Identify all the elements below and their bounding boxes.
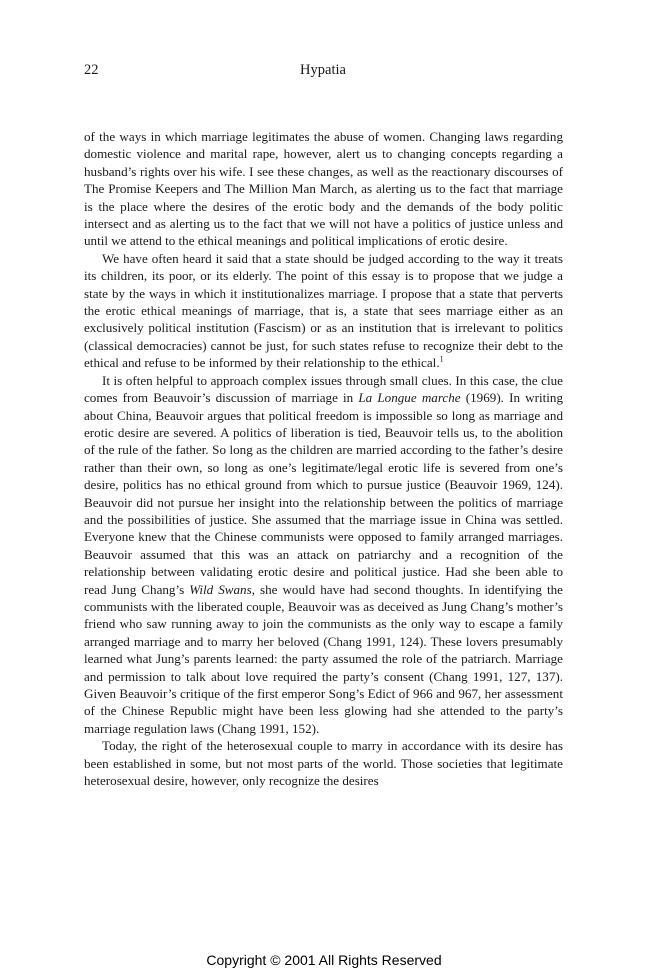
footnote-marker[interactable]: 1	[439, 354, 444, 364]
paragraph-3	[84, 372, 563, 738]
book-title-la-longue-marche: La Longue marche	[358, 390, 461, 406]
book-title-wild-swans: Wild Swans	[189, 581, 252, 597]
paragraph-4: Today, the right of the heterosexual couple to marry in accordance with its desire has been established in some, but not most parts of the world. Those societies that legitimate heterosexual desire, however, only recognize the desires	[84, 738, 563, 789]
paragraph-3-text-a: It is often helpful to approach complex issues through small clues. In this case, the clue comes from Beauvoir’s discussion of marriage in	[84, 372, 563, 406]
paragraph-2	[84, 250, 563, 372]
paragraph-3-text-b: (1969). In writing about China, Beauvoir argues that political freedom is impossible so long as marriage and erotic desire are severed. A politics of liberation is tied, Beauvoir tells us, to the abolition of the rule of the father. So long as the children are married according to the father’s desire rather than their own, so long as one’s legitimate/legal erotic life is severed from one’s desire, politics has no ethical ground from which to pursue justice (Beauvoir 1969, 124). Beauvoir did not pursue her insight into the relationship between the politics of marriage and the possibilities of justice. She assumed that the marriage issue in China was settled. Everyone knew that the Chinese communists were opposed to family arranged marriages. Beauvoir assumed that this was an attack on patriarchy and a recognition of the relationship between validating erotic desire and political justice. Had she been able to read Jung Chang’s	[84, 390, 563, 597]
body-text	[84, 128, 563, 789]
journal-title: Hypatia	[300, 62, 346, 78]
paragraph-2-text: We have often heard it said that a state should be judged according to the way it treats its children, its poor, or its elderly. The point of this essay is to propose that we judge a state by the ways in which it institutionalizes marriage. I propose that a state that perverts the erotic ethical meanings of marriage, that is, a state that sees marriage either as an exclusively political institution (Fascism) or as an institution that is irrelevant to politics (classical democracies) cannot be just, for such states refuse to recognize their debt to the ethical and refuse to be informed by their relationship to the ethical.	[84, 250, 563, 371]
paragraph-1: of the ways in which marriage legitimates the abuse of women. Changing laws regarding domestic violence and marital rape, however, alert us to changing concepts regarding a husband’s rights over his wife. I see these changes, as well as the reactionary discourses of The Promise Keepers and The Million Man March, as alerting us to the fact that marriage is the place where the desires of the erotic body and the demands of the body politic intersect and as alerting us to the fact that we will not have a politics of justice unless and until we attend to the ethical meanings and political implications of erotic desire.	[84, 129, 563, 249]
copyright-notice: Copyright © 2001 All Rights Reserved	[206, 952, 442, 968]
running-header	[84, 62, 562, 82]
paragraph-3-text-c: , she would have had second thoughts. In identifying the communists with the liberated couple, Beauvoir was as deceived as Jung Chang’s mother’s friend who saw running away to join the communists as the only way to escape a family arranged marriage and to marry her beloved (Chang 1991, 124). These lovers presumably learned what Jung’s parents learned: the party assumed the role of the patriarch. Marriage and permission to talk about love required the party’s consent (Chang 1991, 127, 137). Given Beauvoir’s critique of the first emperor Song’s Edict of 966 and 967, her assessment of the Chinese Republic might have been less glowing had she attended to the party’s marriage regulation laws (Chang 1991, 152).	[84, 581, 563, 736]
page-number: 22	[84, 62, 99, 78]
